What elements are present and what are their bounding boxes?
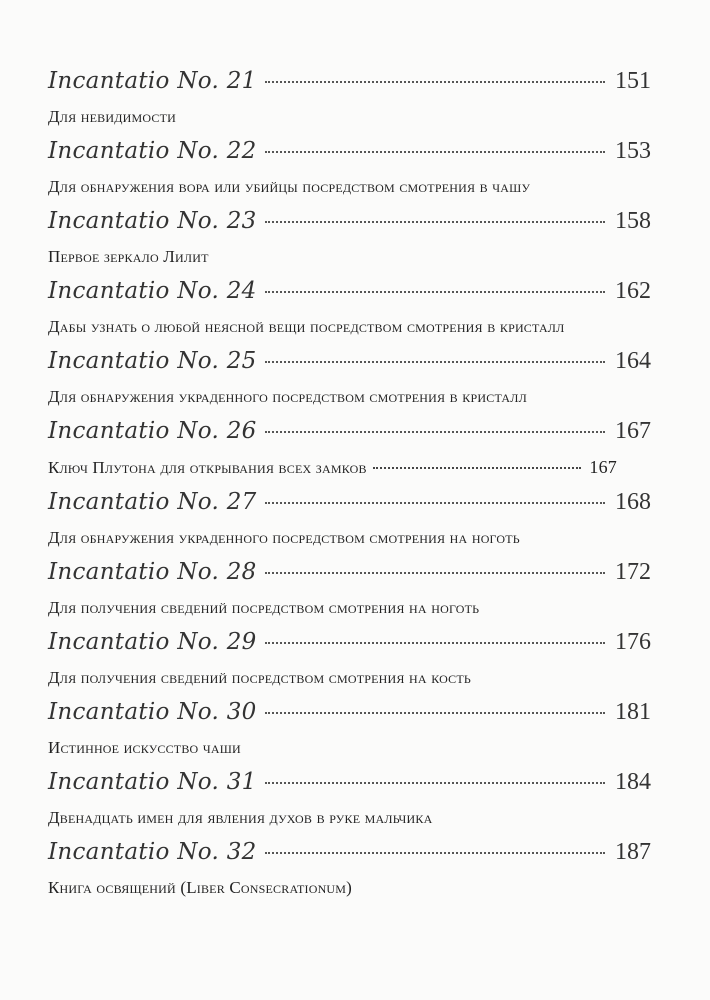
entry-description: Для невидимости xyxy=(48,107,176,126)
toc-entry-32 xyxy=(48,839,651,900)
dot-leader xyxy=(265,430,605,433)
toc-entry-21 xyxy=(48,68,651,129)
entry-title: Incantatio No. 31 xyxy=(48,769,257,795)
entry-title: Incantatio No. 30 xyxy=(48,699,257,725)
page-number: 168 xyxy=(615,489,651,515)
toc-entry-heading xyxy=(48,278,651,310)
dot-leader xyxy=(265,571,605,574)
entry-title: Incantatio No. 23 xyxy=(48,208,257,234)
toc-entry-22 xyxy=(48,138,651,199)
entry-description: Ключ Плутона для открывания всех замков xyxy=(48,458,367,477)
dot-leader xyxy=(373,466,582,469)
toc-entry-heading xyxy=(48,559,651,591)
entry-description: Первое зеркало Лилит xyxy=(48,247,209,266)
page-number: 187 xyxy=(615,839,651,865)
dot-leader xyxy=(265,501,605,504)
page-number: 184 xyxy=(615,769,651,795)
toc-entry-heading xyxy=(48,699,651,731)
entry-description: Для обнаружения вора или убийцы посредством смотрения в чашу xyxy=(48,177,531,196)
page-number: 172 xyxy=(615,559,651,585)
entry-description: Для обнаружения украденного посредством смотрения на ноготь xyxy=(48,528,520,547)
toc-entry-25 xyxy=(48,348,651,409)
entry-description: Для получения сведений посредством смотрения на ноготь xyxy=(48,598,480,617)
page-number: 162 xyxy=(615,278,651,304)
dot-leader xyxy=(265,781,605,784)
dot-leader xyxy=(265,711,605,714)
sub-page-number: 167 xyxy=(589,457,617,477)
entry-description: Для получения сведений посредством смотрения на кость xyxy=(48,668,471,687)
page-number: 164 xyxy=(615,348,651,374)
page-number: 153 xyxy=(615,138,651,164)
toc-entry-31 xyxy=(48,769,651,830)
dot-leader xyxy=(265,641,605,644)
toc-entry-29 xyxy=(48,629,651,690)
entry-title: Incantatio No. 22 xyxy=(48,138,257,164)
entry-title: Incantatio No. 21 xyxy=(48,68,257,94)
entry-title: Incantatio No. 29 xyxy=(48,629,257,655)
toc-entry-heading xyxy=(48,839,651,871)
entry-title: Incantatio No. 32 xyxy=(48,839,257,865)
dot-leader xyxy=(265,150,605,153)
entry-title: Incantatio No. 28 xyxy=(48,559,257,585)
page-number: 176 xyxy=(615,629,651,655)
toc-entry-heading xyxy=(48,348,651,380)
dot-leader xyxy=(265,851,605,854)
toc-entry-heading xyxy=(48,138,651,170)
entry-description: Дабы узнать о любой неясной вещи посредством смотрения в кристалл xyxy=(48,317,565,336)
page-number: 181 xyxy=(615,699,651,725)
toc-entry-24 xyxy=(48,278,651,339)
toc-entry-28 xyxy=(48,559,651,620)
entry-description: Истинное искусство чаши xyxy=(48,738,241,757)
page-number: 151 xyxy=(615,68,651,94)
entry-title: Incantatio No. 25 xyxy=(48,348,257,374)
entry-description: Книга освящений (Liber Consecrationum) xyxy=(48,878,353,897)
page-number: 167 xyxy=(615,418,651,444)
toc-entry-heading xyxy=(48,489,651,521)
dot-leader xyxy=(265,290,605,293)
entry-title: Incantatio No. 27 xyxy=(48,489,257,515)
entry-title: Incantatio No. 24 xyxy=(48,278,257,304)
dot-leader xyxy=(265,220,605,223)
entry-description: Двенадцать имен для явления духов в руке мальчика xyxy=(48,808,433,827)
entry-title: Incantatio No. 26 xyxy=(48,418,257,444)
toc-entry-heading xyxy=(48,208,651,240)
toc-entry-heading xyxy=(48,68,651,100)
dot-leader xyxy=(265,360,605,363)
dot-leader xyxy=(265,80,605,83)
toc-entry-heading xyxy=(48,629,651,661)
toc-entry-heading xyxy=(48,418,651,450)
toc-entry-26 xyxy=(48,418,651,480)
table-of-contents xyxy=(48,68,651,909)
entry-description-row xyxy=(48,455,651,480)
page-number: 158 xyxy=(615,208,651,234)
toc-entry-23 xyxy=(48,208,651,269)
entry-description: Для обнаружения украденного посредством смотрения в кристалл xyxy=(48,387,527,406)
toc-entry-heading xyxy=(48,769,651,801)
toc-entry-27 xyxy=(48,489,651,550)
toc-entry-30 xyxy=(48,699,651,760)
